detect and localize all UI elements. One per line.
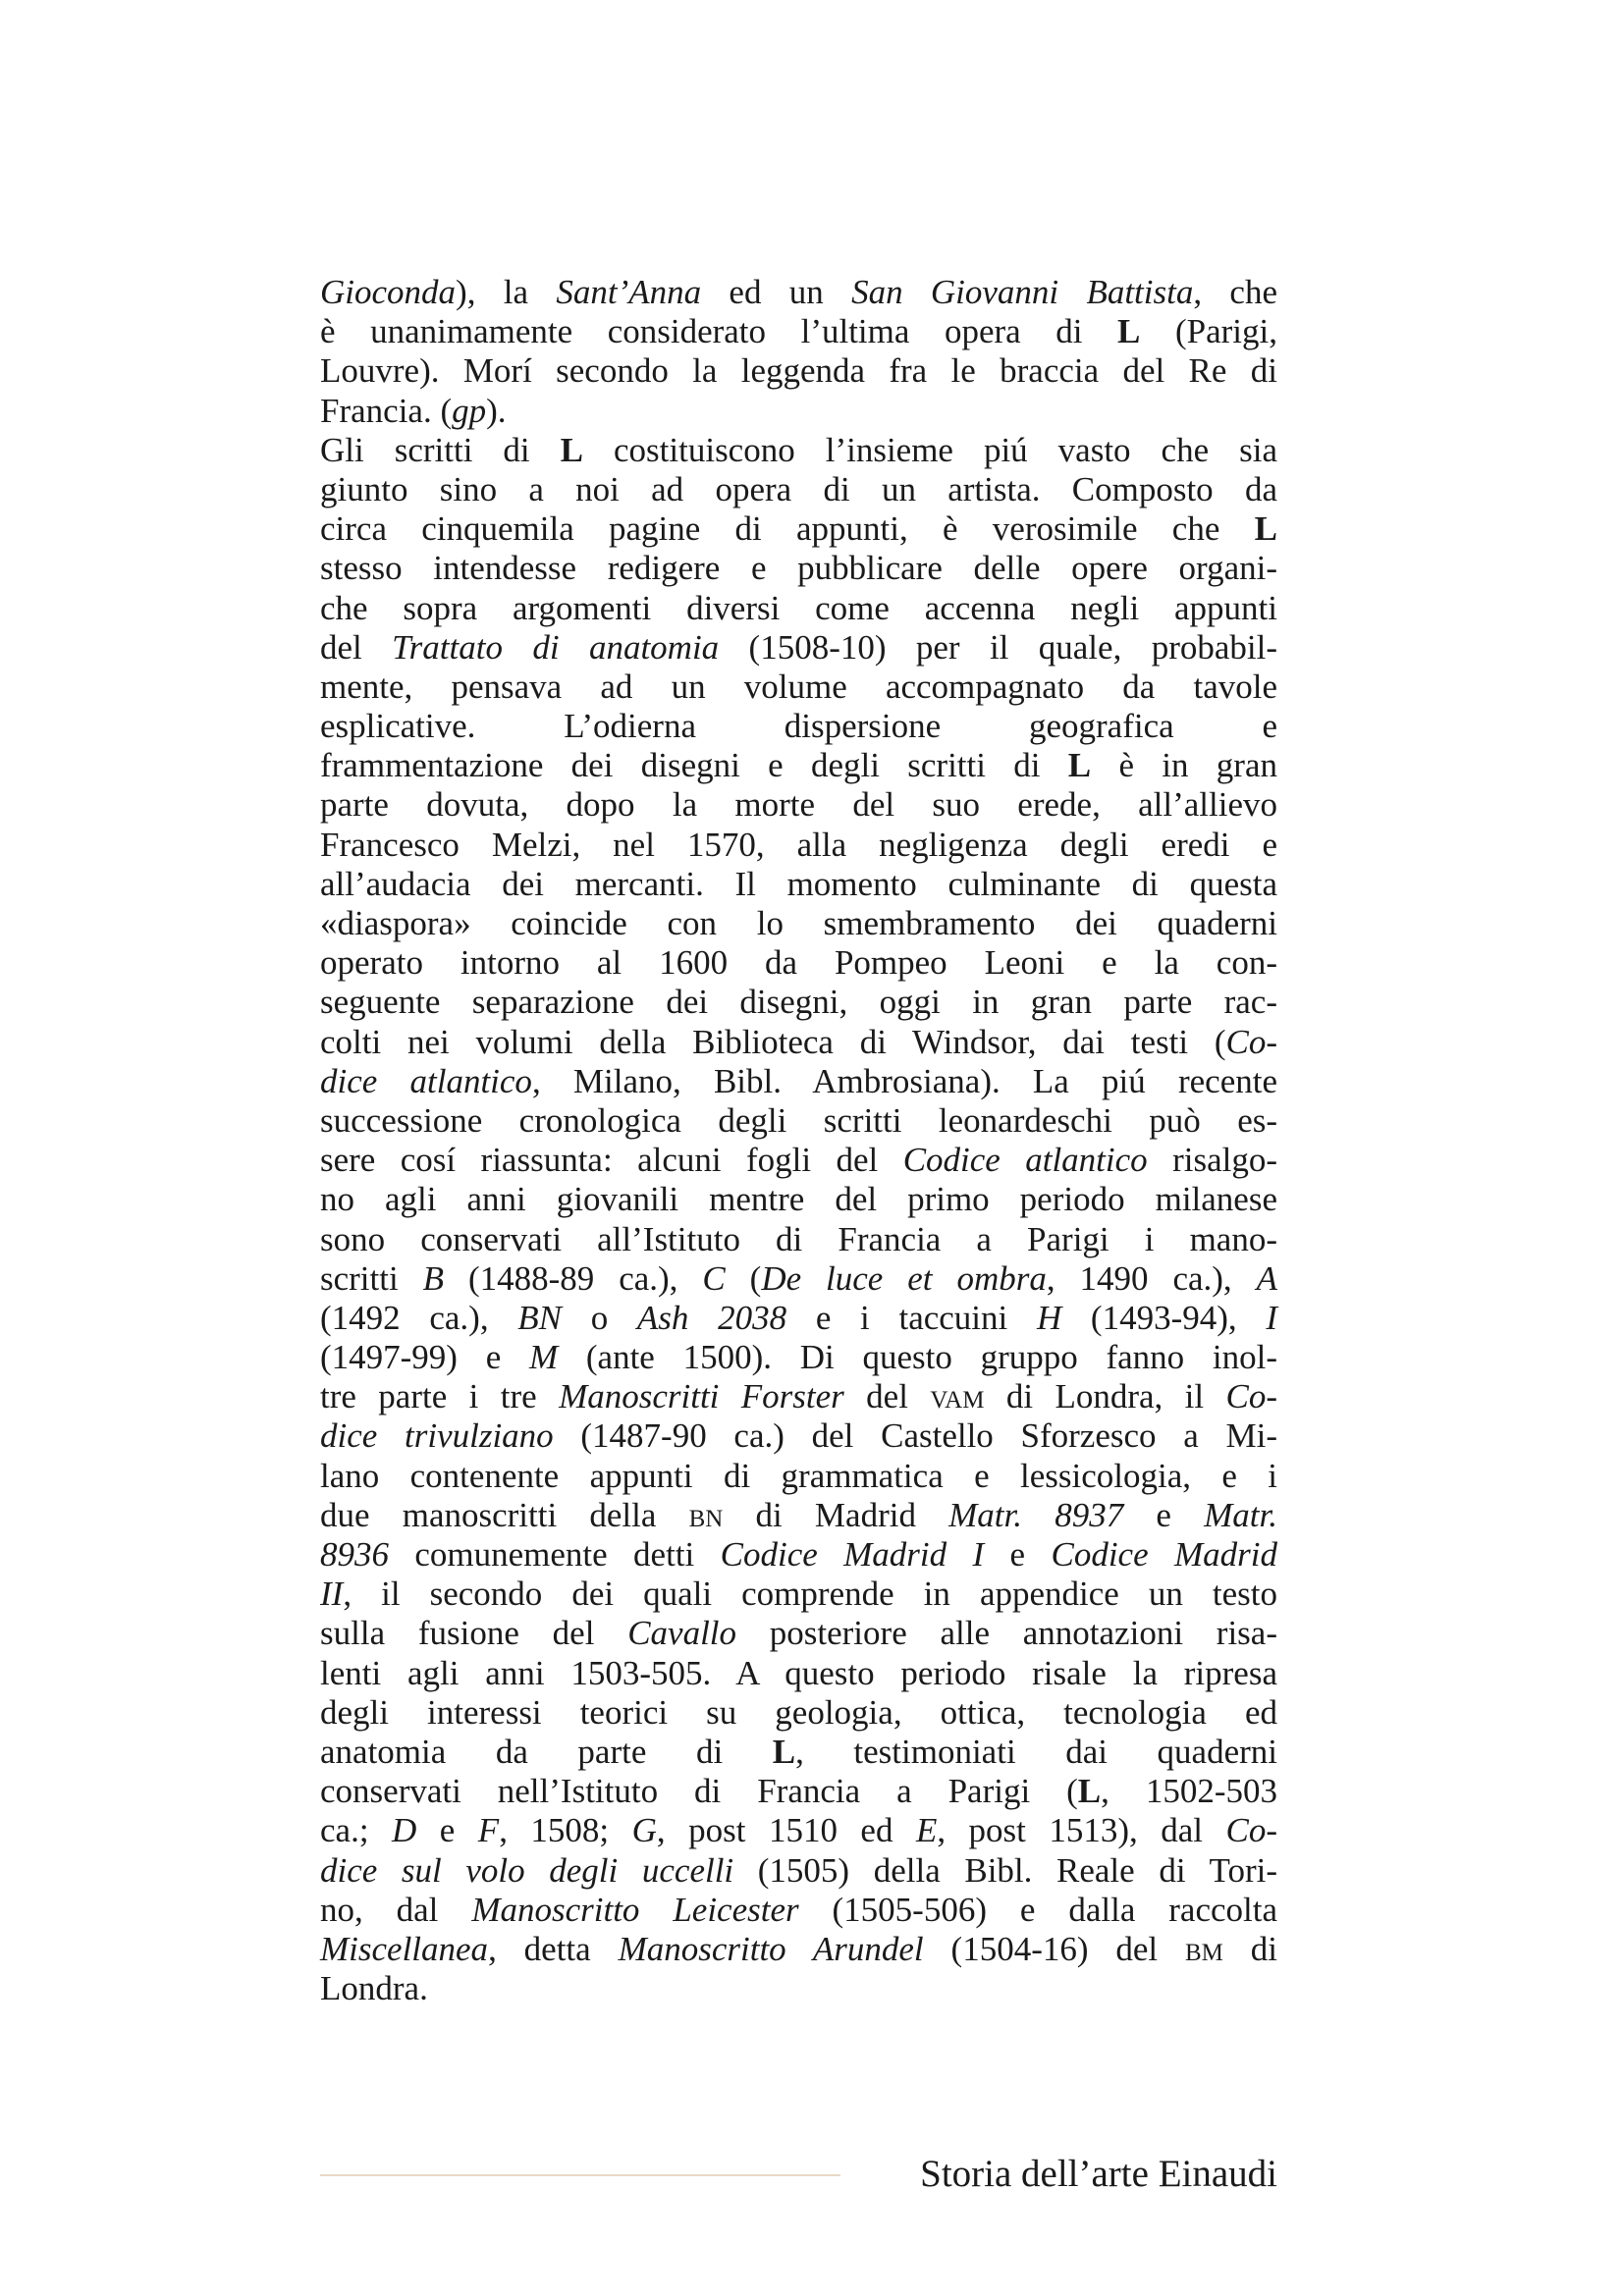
text-run: posteriore alle annotazioni risa-	[736, 1614, 1277, 1653]
text-line	[320, 1101, 1277, 1141]
text-run: operato intorno al 1600 da Pompeo Leoni e la con-	[320, 943, 1277, 983]
text-run: Londra.	[320, 1969, 428, 2008]
text-run: (1505) della Bibl. Reale di Tori-	[733, 1850, 1278, 1890]
text-line	[320, 470, 1277, 509]
text-run: (1488-89 ca.),	[444, 1258, 703, 1298]
text-run: sulla fusione del	[320, 1614, 628, 1653]
text-run: no, dal	[320, 1890, 472, 1929]
text-run: esplicative. L’odierna dispersione geografica e	[320, 707, 1277, 746]
italic-title: Codice atlantico	[902, 1141, 1148, 1180]
italic-title: Manoscritto Leicester	[471, 1890, 799, 1929]
italic-title: Matr.	[1204, 1495, 1277, 1534]
text-run: , 1490 ca.),	[1046, 1258, 1257, 1298]
italic-title: Ash 2038	[636, 1298, 787, 1337]
text-run: risalgo-	[1147, 1141, 1277, 1180]
text-line	[320, 312, 1277, 351]
italic-title: E	[915, 1811, 938, 1850]
text-line	[320, 1141, 1277, 1180]
italic-title: D	[392, 1811, 417, 1850]
text-line	[320, 667, 1277, 707]
italic-title: Co-	[1225, 1022, 1277, 1061]
italic-title: De luce et ombra	[761, 1258, 1047, 1298]
text-run: degli interessi teorici su geologia, ottica, tecnologia ed	[320, 1692, 1277, 1732]
italic-title: Miscellanea	[320, 1929, 489, 1968]
text-line	[320, 1023, 1277, 1062]
text-run: (Parigi,	[1140, 312, 1277, 351]
text-run: , 1508;	[499, 1811, 632, 1850]
text-line	[320, 904, 1277, 943]
text-line	[320, 707, 1277, 746]
small-caps-abbreviation: vam	[930, 1377, 985, 1416]
text-line	[320, 943, 1277, 983]
text-run: (1505-506) e dalla raccolta	[798, 1890, 1277, 1929]
small-caps-abbreviation: bn	[688, 1495, 724, 1534]
text-run: e	[1123, 1495, 1205, 1534]
italic-title: 8936	[320, 1535, 389, 1574]
italic-title: Cavallo	[627, 1614, 737, 1653]
text-run: del	[320, 627, 393, 667]
text-run: e	[416, 1811, 478, 1850]
text-run: sere cosí riassunta: alcuni fogli del	[320, 1141, 903, 1180]
text-run: o	[562, 1298, 637, 1337]
text-line	[320, 1496, 1277, 1535]
italic-title: dice trivulziano	[320, 1416, 554, 1456]
italic-title: I	[1266, 1298, 1278, 1337]
text-line	[320, 351, 1277, 391]
italic-title: II	[320, 1575, 344, 1614]
italic-title: Trattato di anatomia	[392, 627, 720, 667]
text-run: , post 1513), dal	[937, 1811, 1226, 1850]
text-line	[320, 431, 1277, 470]
text-run: (ante 1500). Di questo gruppo fanno inol-	[558, 1338, 1277, 1377]
bold-initial: L	[1117, 312, 1141, 351]
italic-title: F	[477, 1811, 500, 1850]
text-line	[320, 509, 1277, 549]
text-line	[320, 1062, 1277, 1101]
italic-title: Manoscritti Forster	[559, 1377, 844, 1416]
text-line	[320, 1693, 1277, 1733]
text-line	[320, 1851, 1277, 1891]
text-run: , il secondo dei quali comprende in appendice un testo	[343, 1575, 1277, 1614]
text-line	[320, 1457, 1277, 1496]
italic-title: A	[1256, 1258, 1278, 1298]
italic-title: Codice Madrid I	[720, 1535, 985, 1574]
text-run: lano contenente appunti di grammatica e lessicologia, e i	[320, 1456, 1277, 1495]
text-run: lenti agli anni 1503-505. A questo periodo risale la ripresa	[320, 1653, 1277, 1692]
text-run: (1497-99) e	[320, 1338, 529, 1377]
text-line	[320, 746, 1277, 785]
footer-title: Storia dell’arte Einaudi	[920, 2153, 1277, 2195]
italic-title: B	[422, 1258, 445, 1298]
bold-initial: L	[1067, 746, 1092, 785]
text-run: Francesco Melzi, nel 1570, alla negligenza degli eredi e	[320, 825, 1277, 864]
text-run: , che	[1193, 273, 1277, 311]
bold-initial: L	[1077, 1772, 1102, 1811]
text-line	[320, 1416, 1277, 1456]
italic-title: Manoscritto Arundel	[618, 1929, 924, 1968]
text-line	[320, 273, 1277, 312]
footer-rule	[320, 2174, 840, 2176]
text-line	[320, 1930, 1277, 1969]
text-run: , testimoniati dai quaderni	[795, 1732, 1277, 1771]
text-run: no agli anni giovanili mentre del primo periodo milanese	[320, 1180, 1277, 1219]
italic-title: San Giovanni Battista	[851, 273, 1194, 311]
text-run: è unanimamente considerato l’ultima opera di	[320, 312, 1118, 351]
text-run: (1492 ca.),	[320, 1298, 518, 1337]
text-run: , detta	[488, 1929, 619, 1968]
text-run: di Madrid	[723, 1495, 949, 1534]
italic-title: gp	[452, 391, 487, 430]
italic-title: M	[528, 1338, 559, 1377]
italic-title: dice sul volo degli uccelli	[320, 1850, 734, 1890]
text-run: ).	[486, 391, 507, 430]
text-run: , post 1510 ed	[656, 1811, 916, 1850]
text-line	[320, 785, 1277, 825]
text-run: conservati nell’Istituto di Francia a Parigi (	[320, 1772, 1078, 1811]
text-run: (1508-10) per il quale, probabil-	[719, 627, 1277, 667]
text-run: «diaspora» coincide con lo smembramento dei quaderni	[320, 904, 1277, 942]
text-line	[320, 1772, 1277, 1811]
text-line	[320, 1220, 1277, 1259]
italic-title: Sant’Anna	[556, 273, 702, 311]
text-run: ca.;	[320, 1811, 393, 1850]
text-run: mente, pensava ad un volume accompagnato da tavole	[320, 667, 1277, 706]
bold-initial: L	[772, 1732, 796, 1771]
text-line	[320, 392, 1277, 431]
text-run: , Milano, Bibl. Ambrosiana). La piú recente	[531, 1061, 1277, 1100]
text-run: e i taccuini	[786, 1298, 1037, 1337]
text-run: frammentazione dei disegni e degli scritti di	[320, 746, 1068, 785]
text-run: circa cinquemila pagine di appunti, è verosimile che	[320, 509, 1255, 549]
text-run: due manoscritti della	[320, 1495, 689, 1534]
text-run: parte dovuta, dopo la morte del suo erede, all’allievo	[320, 785, 1277, 825]
text-run: e	[984, 1535, 1052, 1574]
text-line	[320, 1614, 1277, 1653]
text-run: di	[1222, 1929, 1277, 1968]
text-line	[320, 1338, 1277, 1377]
text-run: del	[843, 1377, 931, 1416]
text-run: ), la	[456, 273, 557, 311]
text-run: giunto sino a noi ad opera di un artista. Composto da	[320, 469, 1277, 508]
italic-title: Co-	[1225, 1811, 1277, 1850]
text-line	[320, 549, 1277, 588]
text-line	[320, 1575, 1277, 1614]
text-line	[320, 1259, 1277, 1299]
italic-title: H	[1036, 1298, 1062, 1337]
text-run: costituiscono l’insieme piú vasto che sia	[583, 430, 1277, 469]
text-run: di Londra, il	[984, 1377, 1226, 1416]
text-line	[320, 983, 1277, 1022]
text-run: comunemente detti	[389, 1535, 721, 1574]
text-run: , 1502-503	[1101, 1772, 1278, 1811]
text-run: all’audacia dei mercanti. Il momento culminante di questa	[320, 864, 1277, 903]
text-run: colti nei volumi della Biblioteca di Windsor, dai testi (	[320, 1022, 1226, 1061]
text-run: ed un	[701, 273, 852, 311]
text-run: (1487-90 ca.) del Castello Sforzesco a Mi-	[553, 1416, 1277, 1456]
text-line	[320, 1969, 1277, 2008]
italic-title: G	[631, 1811, 657, 1850]
text-line	[320, 865, 1277, 904]
italic-title: Gioconda	[320, 273, 457, 311]
text-line	[320, 1891, 1277, 1930]
text-run: Francia. (	[320, 391, 453, 430]
text-line	[320, 1180, 1277, 1219]
text-run: (1504-16) del	[923, 1929, 1185, 1968]
text-run: (1493-94),	[1061, 1298, 1267, 1337]
text-run: successione cronologica degli scritti leonardeschi può es-	[320, 1100, 1277, 1140]
text-run: stesso intendesse redigere e pubblicare delle opere organi-	[320, 549, 1277, 588]
text-run: è in gran	[1091, 746, 1277, 785]
text-run: Gli scritti di	[320, 430, 561, 469]
italic-title: BN	[517, 1298, 563, 1337]
text-line	[320, 628, 1277, 667]
italic-title: dice atlantico	[320, 1061, 532, 1100]
text-line	[320, 1811, 1277, 1850]
text-run: scritti	[320, 1258, 423, 1298]
text-line	[320, 589, 1277, 628]
text-run: tre parte i tre	[320, 1377, 560, 1416]
small-caps-abbreviation: bm	[1185, 1929, 1223, 1968]
text-run: anatomia da parte di	[320, 1732, 773, 1771]
text-run: sono conservati all’Istituto di Francia a Parigi i mano-	[320, 1219, 1277, 1258]
body-text	[320, 273, 1277, 2008]
italic-title: Matr. 8937	[948, 1495, 1124, 1534]
text-line	[320, 1535, 1277, 1575]
italic-title: Co-	[1225, 1377, 1277, 1416]
italic-title: Codice Madrid	[1051, 1535, 1277, 1574]
text-line	[320, 826, 1277, 865]
text-run: Louvre). Morí secondo la leggenda fra le braccia del Re di	[320, 351, 1277, 391]
bold-initial: L	[560, 430, 584, 469]
text-line	[320, 1299, 1277, 1338]
text-line	[320, 1377, 1277, 1416]
text-run: che sopra argomenti diversi come accenna negli appunti	[320, 588, 1277, 627]
bold-initial: L	[1254, 509, 1277, 549]
text-run: seguente separazione dei disegni, oggi in gran parte rac-	[320, 983, 1277, 1022]
text-line	[320, 1733, 1277, 1772]
italic-title: C	[702, 1258, 726, 1298]
text-line	[320, 1654, 1277, 1693]
text-run: (	[725, 1258, 762, 1298]
